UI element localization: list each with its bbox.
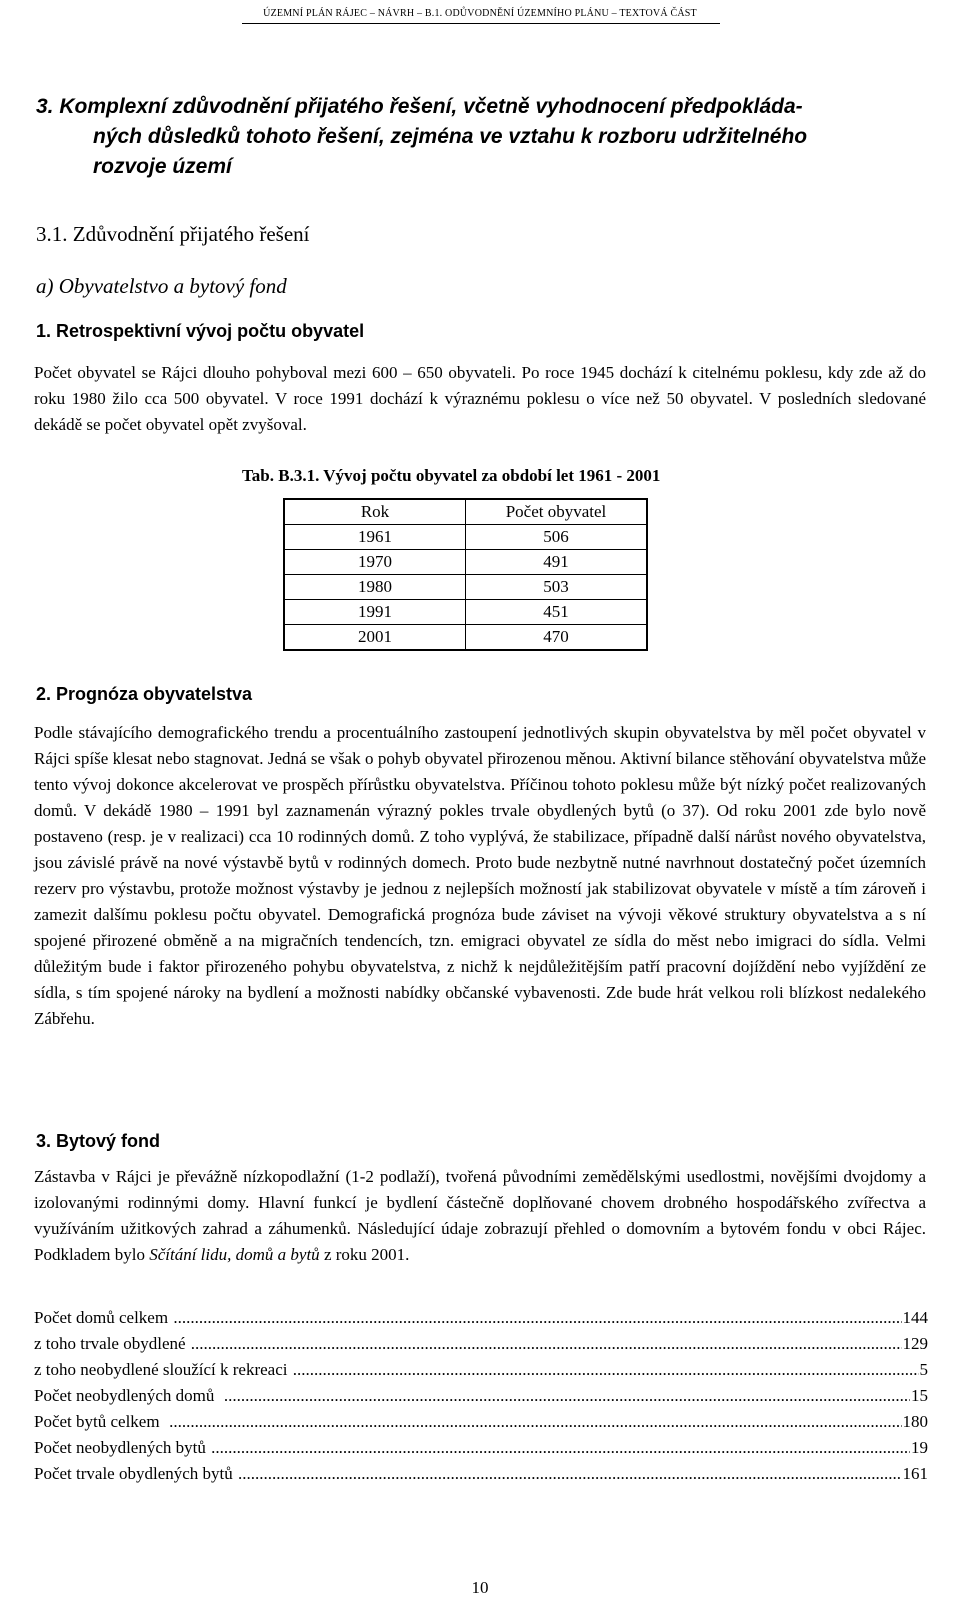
table-cell-year: Rok (284, 499, 466, 525)
section-2-heading: 2. Prognóza obyvatelstva (36, 684, 253, 704)
section-3-text (34, 1164, 926, 1268)
dot-leader (211, 1438, 910, 1458)
stat-row (34, 1386, 928, 1412)
table-cell-population: 451 (466, 600, 648, 625)
population-table (283, 498, 648, 651)
table-cell-population: Počet obyvatel (466, 499, 648, 525)
stat-row (34, 1360, 928, 1386)
stat-value: 161 (902, 1464, 928, 1483)
table-cell-population: 470 (543, 627, 569, 646)
stat-label: Počet bytů celkem (34, 1412, 169, 1431)
table-row (284, 550, 647, 575)
dot-leader (169, 1412, 901, 1432)
dot-leader (238, 1464, 901, 1484)
section-2-text: Podle stávajícího demografického trendu a procentuálního zastoupení jednotlivých skupin obyvatelstva by měl počet obyvatel v Rájci spíše klesat nebo stagnovat. Jedná se však o pohyb obyvatel přirozenou měnou. Aktivní bilance stěhování obyvatelstva může tento vývoj dokonce akcelerovat ve prospěch přírůstku obyvatelstva. Příčinou tohoto poklesu může být nízký počet realizovaných domů. V dekádě 1980 – 1991 byl zaznamenán výrazný pokles trvale obydlených bytů (o 37). Od roku 2001 zde bylo nově postaveno (resp. je v realizaci) cca 10 rodinných domů. Z toho vyplývá, že stabilizace, případně další nárůst nového obyvatelstva, jsou závislé právě na nové výstavbě bytů v rodinných domech. Proto bude nezbytně nutné navrhnout dostatečný počet územních rezerv pro výstavbu, protože možnost výstavby je jednou z nejlepších možností jak stabilizovat obyvatele v místě a tím zároveň i zamezit dalšímu poklesu počtu obyvatel. Demografická prognóza bude záviset na vývoji věkové struktury obyvatelstva a s ní spojené přirozené obměně a na migračních tendencích, tzn. emigraci obyvatel ze sídla do měst nebo imigraci do sídla. Velmi důležitým bude i faktor přirozeného pohybu obyvatelstva, z nichž k nejdůležitějším patří pracovní dojíždění nebo vyjíždění ze sídla, s tím spojené nároky na bydlení a možnosti nabídky občanské vybavenosti. Zde bude hrát velkou roli blízkost nedalekého Zábřehu. (34, 723, 926, 1028)
census-source: Sčítání lidu, domů a bytů (149, 1245, 320, 1264)
dot-leader (293, 1360, 919, 1380)
page-number: 10 (471, 1578, 489, 1597)
table-caption: Tab. B.3.1. Vývoj počtu obyvatel za období let 1961 - 2001 (242, 466, 661, 485)
stat-value: 5 (919, 1360, 928, 1379)
stat-label: z toho neobydlené sloužící k rekreaci (34, 1360, 292, 1379)
stat-value: 180 (902, 1412, 928, 1431)
table-cell-population: 503 (466, 575, 648, 600)
header-rule (242, 23, 720, 24)
dot-leader (173, 1308, 901, 1328)
stat-value: 15 (911, 1386, 928, 1405)
dot-leader (191, 1334, 902, 1354)
stat-value: 144 (902, 1308, 928, 1327)
table-cell-year: 1961 (284, 525, 466, 550)
table-row (284, 600, 647, 625)
stat-label: z toho trvale obydlené (34, 1334, 190, 1353)
chapter-heading-line-2: ných důsledků tohoto řešení, zejména ve vztahu k rozboru udržitelného (93, 125, 808, 148)
stat-value: 129 (902, 1334, 928, 1353)
section-a-heading: a) Obyvatelstvo a bytový fond (36, 274, 287, 298)
chapter-heading-line-3: rozvoje území (93, 155, 232, 178)
chapter-heading-line-1: 3. Komplexní zdůvodnění přijatého řešení, včetně vyhodnocení předpokláda- (36, 95, 803, 118)
stat-row (34, 1464, 928, 1490)
section-3-text-end: z roku 2001. (319, 1245, 410, 1264)
section-3-heading: 3. Bytový fond (36, 1131, 161, 1151)
dot-leader (224, 1386, 910, 1406)
table-cell-year: 1970 (284, 550, 466, 575)
stat-row (34, 1412, 928, 1438)
table-cell-population: 491 (466, 550, 648, 575)
table-header-row (284, 499, 647, 525)
subchapter-heading: 3.1. Zdůvodnění přijatého řešení (36, 222, 310, 246)
section-1-heading: 1. Retrospektivní vývoj počtu obyvatel (36, 321, 365, 341)
stat-label: Počet neobydlených domů (34, 1386, 223, 1405)
stat-row (34, 1438, 928, 1464)
stat-label: Počet neobydlených bytů (34, 1438, 211, 1457)
housing-stats-list (34, 1308, 928, 1490)
table-cell-year: 1980 (284, 575, 466, 600)
stat-row (34, 1308, 928, 1334)
table-cell-year: 2001 (284, 625, 466, 651)
section-1-text: Počet obyvatel se Rájci dlouho pohyboval mezi 600 – 650 obyvateli. Po roce 1945 dochází k citelnému poklesu, kdy zde až do roku 1980 žilo cca 500 obyvatel. V roce 1991 dochází k výraznému poklesu o více než 50 obyvatel. V posledních sledované dekádě se počet obyvatel opět zvyšoval. (34, 363, 926, 434)
table-row (284, 525, 647, 550)
section-3-text-main: Zástavba v Rájci je převážně nízkopodlažní (1-2 podlaží), tvořená původními zemědělskými usedlostmi, novějšími dvojdomy a izolovanými rodinnými domy. Hlavní funkcí je bydlení částečně doplňované chovem drobného hospodářského zvířectva a využíváním užitkových zahrad a záhumenků. Následující údaje zobrazují přehled o domovním a bytovém fondu v obci Rájec. Podkladem bylo (34, 1167, 926, 1264)
stat-label: Počet trvale obydlených bytů (34, 1464, 238, 1483)
stat-label: Počet domů celkem (34, 1308, 173, 1327)
table-cell-population: 506 (466, 525, 648, 550)
table-row (284, 575, 647, 600)
table-cell-year: 1991 (284, 600, 466, 625)
stat-row (34, 1334, 928, 1360)
stat-value: 19 (911, 1438, 928, 1457)
running-header: ÚZEMNÍ PLÁN RÁJEC – NÁVRH – B.1. ODŮVODNĚNÍ ÚZEMNÍHO PLÁNU – TEXTOVÁ ČÁST (263, 8, 697, 19)
table-row (284, 625, 647, 651)
chapter-heading (36, 92, 936, 182)
